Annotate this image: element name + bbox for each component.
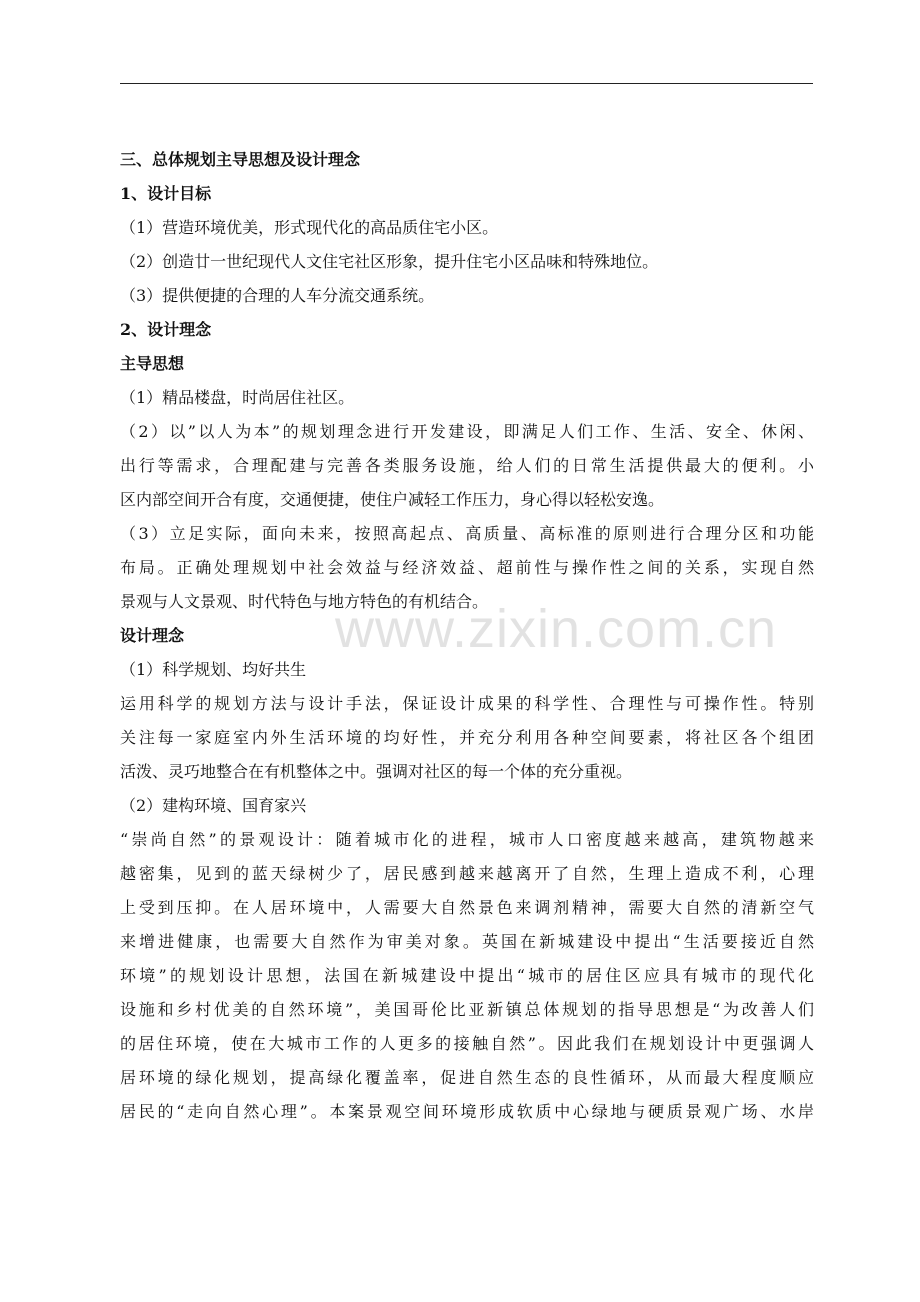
paragraph-line: 居环境的绿化规划，提高绿化覆盖率，促进自然生态的良性循环，从而最大程度顺应 — [120, 1068, 814, 1087]
paragraph-line: 活泼、灵巧地整合在有机整体之中。强调对社区的每一个体的充分重视。 — [120, 762, 633, 781]
paragraph-line: 关注每一家庭室内外生活环境的均好性，并充分利用各种空间要素，将社区各个组团 — [120, 728, 814, 747]
paragraph-line: 的居住环境，使在大城市工作的人更多的接触自然”。因此我们在规划设计中更强调人 — [120, 1034, 814, 1053]
section-heading: 1、设计目标 — [120, 184, 212, 203]
paragraph-line: 越密集，见到的蓝天绿树少了，居民感到越来越离开了自然，生理上造成不利，心理 — [120, 864, 814, 883]
section-heading: 主导思想 — [120, 354, 185, 373]
paragraph-line: 来增进健康，也需要大自然作为审美对象。英国在新城建设中提出“生活要接近自然 — [120, 932, 814, 951]
paragraph-line: “崇尚自然”的景观设计：随着城市化的进程，城市人口密度越来越高，建筑物越来 — [120, 830, 814, 849]
paragraph-line: 区内部空间开合有度，交通便捷，使住户减轻工作压力，身心得以轻松安逸。 — [120, 490, 665, 509]
paragraph-line: （1）科学规划、均好共生 — [120, 660, 307, 679]
paragraph-line: 居民的“走向自然心理”。本案景观空间环境形成软质中心绿地与硬质景观广场、水岸 — [120, 1102, 814, 1121]
paragraph-line: 出行等需求，合理配建与完善各类服务设施，给人们的日常生活提供最大的便利。小 — [120, 456, 814, 475]
paragraph-line: （2）以”以人为本”的规划理念进行开发建设，即满足人们工作、生活、安全、休闲、 — [120, 422, 814, 441]
paragraph-line: （2）建构环境、国育家兴 — [120, 796, 307, 815]
paragraph-line: 环境”的规划设计思想，法国在新城建设中提出“城市的居住区应具有城市的现代化 — [120, 966, 814, 985]
paragraph-line: （1）精品楼盘，时尚居住社区。 — [120, 388, 355, 407]
paragraph-line: （1）营造环境优美，形式现代化的高品质住宅小区。 — [120, 218, 499, 237]
paragraph-line: 景观与人文景观、时代特色与地方特色的有机结合。 — [120, 592, 489, 611]
paragraph-line: （3）提供便捷的合理的人车分流交通系统。 — [120, 286, 435, 305]
section-heading: 设计理念 — [120, 626, 185, 645]
paragraph-line: 运用科学的规划方法与设计手法，保证设计成果的科学性、合理性与可操作性。特别 — [120, 694, 814, 713]
paragraph-line: 上受到压抑。在人居环境中，人需要大自然景色来调剂精神，需要大自然的清新空气 — [120, 898, 814, 917]
section-heading: 三、总体规划主导思想及设计理念 — [120, 150, 361, 169]
paragraph-line: （2）创造廿一世纪现代人文住宅社区形象，提升住宅小区品味和特殊地位。 — [120, 252, 659, 271]
document-body — [120, 143, 814, 1129]
paragraph-line: 布局。正确处理规划中社会效益与经济效益、超前性与操作性之间的关系，实现自然 — [120, 558, 814, 577]
paragraph-line: （3）立足实际，面向未来，按照高起点、高质量、高标准的原则进行合理分区和功能 — [120, 524, 814, 543]
header-rule — [120, 83, 813, 84]
paragraph-line: 设施和乡村优美的自然环境”，美国哥伦比亚新镇总体规划的指导思想是“为改善人们 — [120, 1000, 814, 1019]
watermark: www.zixin.com.cn — [335, 599, 778, 659]
section-heading: 2、设计理念 — [120, 320, 212, 339]
